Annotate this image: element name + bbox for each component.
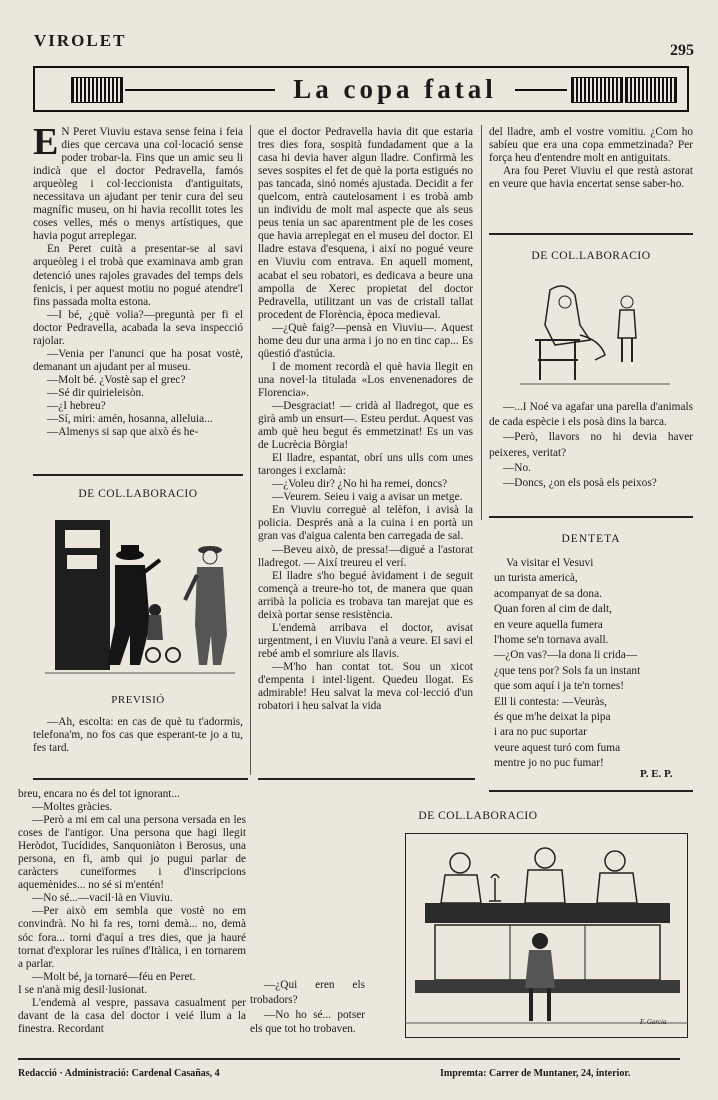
section-label: DE COL.LABORACIO <box>531 250 651 262</box>
paragraph: —M'ho han contat tot. Sou un xicot d'empenta i intel·ligent. Quedeu llogat. Es admirable! Heu salvat la meva col·lecció d'un robatori i heu salvat la vida <box>258 660 473 713</box>
paragraph: —Veurem. Seieu i vaig a avisar un metge. <box>272 491 463 504</box>
footer-rule <box>18 1058 680 1060</box>
paragraph: En Peret cuità a presentar-se al savi arqueòleg i el trobà que examinava amb gran detenció unes rajoles gravades del temps dels fenicis, i per aquest motiu no pogué atendre'l fins passada molta estona. <box>33 243 243 308</box>
poem-line: i ara no puc suportar <box>494 726 587 739</box>
paragraph: I de moment recordà el què havia llegit en una novel·la titulada «Los envenenadores de Florencia». <box>258 360 473 399</box>
paragraph: —Moltes gràcies. <box>32 801 113 814</box>
paragraph: —I bé, ¿què volia?—preguntà per fi el doctor Pedravella, acabada la seva inspecció rajolar. <box>33 308 243 347</box>
poem-line: en veure aquella fumera <box>494 618 603 631</box>
section-rule <box>489 233 693 235</box>
title-rule-right <box>515 89 567 91</box>
paragraph: El lladre, espantat, obrí uns ulls com unes taronges i exclamà: <box>258 452 473 478</box>
poem-line: mentre jo no puc fumar! <box>494 757 604 770</box>
paragraph: L'endemà al vespre, passava casualment per davant de la casa del doctor i veié llum a la finestra. Recordant <box>18 996 246 1035</box>
poem-line: un turista americà, <box>494 572 578 585</box>
cartoon-burglar-illustration <box>45 515 235 685</box>
section-rule <box>33 778 248 780</box>
bottom-column-1 <box>18 788 246 1036</box>
paragraph: —Sé dir quirieleisòn. <box>47 386 144 399</box>
paragraph: E N Peret Viuviu estava sense feina i feia dies que cercava una col·locació sense poder trobar-la. Fins que un amic seu li indicà que el doctor Pedravella, famós arqueòleg i col·leccionista d'antiguitats, necessitava un ajudant per tenir cura del seu magnífic museu, on hi havia recollit totes les coses velles, més o menys artístiques, que havia pogut arreplegar. <box>33 121 243 243</box>
paragraph: —No sé...—vacil·là en Viuviu. <box>32 892 173 905</box>
paragraph: —¿Què faig?—pensà en Viuviu—. Aquest home deu dur una arma i jo no en tinc cap... Es qüestió d'astúcia. <box>258 321 473 360</box>
caption-title: PREVISIÓ <box>111 694 165 706</box>
poem-line: l'home se'n tornava avall. <box>494 634 609 647</box>
paragraph: —Beveu això, de pressa!—digué a l'astorat lladregot. — Així treureu el verí. <box>258 543 473 569</box>
paragraph: breu, encara no és del tot ignorant... <box>18 788 180 800</box>
paragraph: —Desgraciat! — cridà al lladregot, que es girà amb un ensurt—. Esteu perdut. Aquest vas amb què heu begut és emmetzinat! Es un vas de Lucrècia Bòrgia! <box>258 399 473 452</box>
poem-title: DENTETA <box>561 533 621 545</box>
paragraph: El lladre s'ho begué àvidament i de seguit començà a treure-ho tot, de manera que quan arribà la policia es trobava tan marejat que es deixà portar sense resistència. <box>258 569 473 621</box>
noah-dialog <box>489 400 693 491</box>
poem-line: ¿que tens por? Sols fa un instant <box>494 664 641 677</box>
column-divider <box>481 125 482 520</box>
dialog-line: —¿Qui eren els trobadors? <box>250 979 365 1006</box>
poem-signature: P. E. P. <box>640 768 673 780</box>
dialog-line: —...I Noé va agafar una parella d'animals de cada espècie i els posà dins la barca. <box>489 401 693 429</box>
paragraph: —Però a mi em cal una persona versada en les coses de l'antigor. Una persona que hagi llegit Heròdot, Tucídides, Sanquoniàton i Berosus, una persona, en fi, amb qui jo pugui parlar de caràcters cuneïformes i d'inscripcions aquemènides... no sé si m'entén! <box>18 814 246 892</box>
section-rule <box>258 778 475 780</box>
cartoon-noah-illustration <box>520 280 670 390</box>
column-1 <box>33 121 243 439</box>
footer-right: Impremta: Carrer de Muntaner, 24, interior. <box>440 1068 631 1079</box>
paragraph: —¿Voleu dir? ¿No hi ha remei, doncs? <box>272 478 448 491</box>
dialog-line: —No ho sé... potser els que tot ho trobaven. <box>250 1008 365 1036</box>
section-rule <box>489 516 693 518</box>
paragraph: I se n'anà mig desil·lusionat. <box>18 983 148 996</box>
paragraph: —Sí, miri: amén, hosanna, alleluia... <box>47 413 213 426</box>
column-3 <box>489 126 693 191</box>
drop-cap: E <box>33 121 59 163</box>
trobadors-dialog <box>250 978 365 1037</box>
title-box <box>33 66 689 112</box>
title-rule-left <box>125 89 275 91</box>
poem-line: és que m'he deixat la pipa <box>494 711 611 724</box>
illustration-signature: F. Garcia <box>640 1018 667 1026</box>
poem-line: —¿On vas?—la dona li crida— <box>494 649 638 662</box>
section-label: DE COL.LABORACIO <box>78 488 198 500</box>
cartoon-exam-illustration <box>405 833 688 1038</box>
paragraph: L'endemà arribava el doctor, avisat urgentment, i en Viuviu l'anà a veure. El savi el rebé amb el somriure als llavis. <box>258 621 473 660</box>
paragraph: —¿I hebreu? <box>47 399 106 412</box>
paragraph: —Per això em sembla que vostè no em convindrà. No hi fa res, torni demà... no, demà sóc fora... torni d'aquí a tres dies, que ja hauré tornat d'explorar les ruïnes d'Itàlica, i en tornarem a parlar. <box>18 905 246 970</box>
caption-text: —Ah, escolta: en cas de què tu t'adormis, telefona'm, no fos cas que esperant-te jo a tu, fes tard. <box>33 716 243 755</box>
paragraph: —Venia per l'anunci que ha posat vostè, demanant un ajudant per al museu. <box>33 347 243 373</box>
section-rule <box>33 474 243 476</box>
page-number: 295 <box>670 42 694 59</box>
poem-line: Va visitar el Vesuvi <box>506 557 594 569</box>
footer-left: Redacció · Administració: Cardenal Casañas, 4 <box>18 1068 220 1079</box>
dialog-line: —Però, llavors no hi devia haver peixeres, veritat? <box>489 431 693 459</box>
section-label: DE COL.LABORACIO <box>418 810 538 822</box>
paragraph: En Viuviu correguè al telèfon, i avisà la policia. Després anà a la cuina i en portà un gran vas d'aigua calenta ben carregada de sal. <box>258 504 473 543</box>
title-ornament-right-1 <box>571 77 623 103</box>
paragraph: del lladre, amb el vostre vomitiu. ¿Com ho sabíeu que era una copa emmetzinada? Per força heu d'entendre molt en antiguitats. <box>489 126 693 165</box>
poem-line: Ell li contesta: —Veuràs, <box>494 695 607 708</box>
poem-line: Quan foren al cim de dalt, <box>494 603 612 616</box>
paragraph: Ara fou Peret Viuviu el que restà astorat en veure que havia encertat sense saber-ho. <box>489 165 693 191</box>
poem-line: acompanyat de sa dona. <box>494 587 602 600</box>
paragraph: que el doctor Pedravella havia dit que estaria tres dies fora, sospità fundadament que a la casa hi devia haver algun lladre. Confirmà les seves sospites el fet de què la porta estigués no pas tancada, sinó només ajustada. Decidit a fer quelcom, entrà cautelosament i es trobà amb un individu de molt mal aspecte que als seus peus tenia un sac aparentment ple de les coses que havia arreplegat en el museu del doctor. El lladre estava d'esquena, i així no pogué veure en Viuviu com entrava. En aquell moment, acabat el seu robatori, es dedicava a beure una ampolla de Xerec propietat del doctor Pedravella, utilitzant un vas de cristall tallat procedent de Florència, època medieval. <box>258 126 473 321</box>
title-ornament-left <box>71 77 123 103</box>
paragraph: —Almenys si sap que això és he- <box>47 426 199 439</box>
poem <box>494 556 694 772</box>
dialog-line: —No. <box>503 461 531 474</box>
paragraph: —Molt bé. ¿Vostè sap el grec? <box>47 373 186 386</box>
dialog-line: —Doncs, ¿on els posà els peixos? <box>503 477 657 490</box>
paragraph: —Molt bé, ja tornaré—féu en Peret. <box>32 970 196 983</box>
magazine-name: VIROLET <box>34 31 127 50</box>
poem-line: que som aquí i ja te'n tornes! <box>494 680 625 693</box>
column-divider <box>250 125 251 775</box>
column-2 <box>258 126 473 713</box>
caption <box>33 716 243 755</box>
poem-line: veure aquest turó com fuma <box>494 741 621 754</box>
article-title: La copa fatal <box>293 74 497 104</box>
title-ornament-right-2 <box>625 77 677 103</box>
section-rule <box>489 790 693 792</box>
